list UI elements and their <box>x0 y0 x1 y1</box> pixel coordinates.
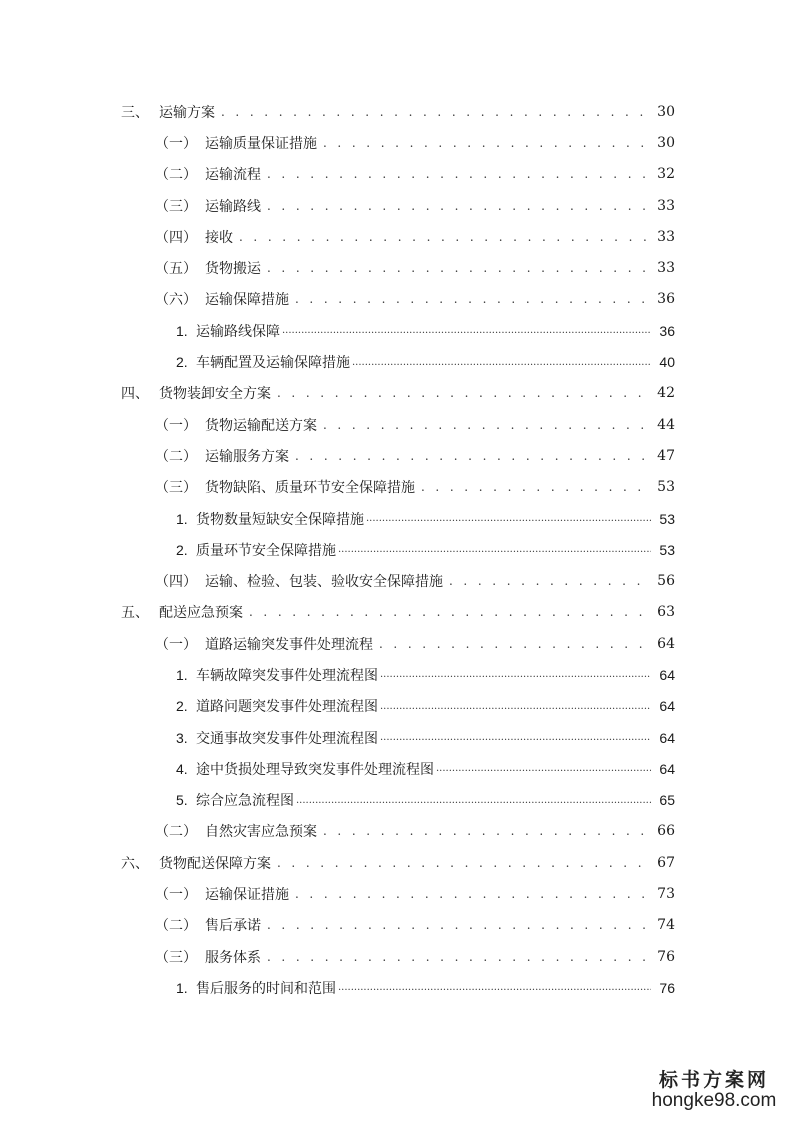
toc-entry-title: 货物搬运 <box>205 261 261 278</box>
toc-entry[interactable] <box>0 941 793 972</box>
toc-entry[interactable] <box>0 252 793 283</box>
toc-entry-page: 64 <box>657 635 675 652</box>
toc-entry-number: （五） <box>155 261 197 278</box>
toc-entry-title: 服务体系 <box>205 949 261 966</box>
toc-entry-title: 货物运输配送方案 <box>205 417 317 434</box>
toc-entry-title: 运输质量保证措施 <box>205 135 317 152</box>
toc-entry-title: 配送应急预案 <box>159 605 243 622</box>
toc-entry[interactable] <box>0 972 793 1003</box>
toc-entry-number: 3. <box>176 729 188 746</box>
toc-entry[interactable] <box>0 346 793 377</box>
toc-entry-number: 4. <box>176 760 188 777</box>
toc-entry-number: （一） <box>155 135 197 152</box>
toc-entry-title: 车辆配置及运输保障措施 <box>196 355 350 372</box>
toc-entry-page: 65 <box>659 792 675 809</box>
toc-entry[interactable] <box>0 409 793 440</box>
toc-entry-title: 运输方案 <box>159 104 215 121</box>
toc-dot-leader <box>323 418 647 432</box>
toc-entry-page: 63 <box>657 604 675 621</box>
toc-dot-leader <box>267 261 647 275</box>
toc-entry-number: （二） <box>155 167 197 184</box>
toc-dot-leader <box>338 544 651 555</box>
toc-entry-number: （三） <box>155 198 197 215</box>
toc-dot-leader <box>267 950 647 964</box>
toc-entry-title: 货物缺陷、质量环节安全保障措施 <box>205 480 415 497</box>
toc-entry-title: 质量环节安全保障措施 <box>196 542 336 559</box>
toc-dot-leader <box>366 513 651 524</box>
toc-entry[interactable] <box>0 910 793 941</box>
toc-entry-number: （二） <box>155 918 197 935</box>
toc-dot-leader <box>267 918 647 932</box>
toc-entry-page: 36 <box>657 291 675 308</box>
toc-entry-number: 5. <box>176 792 188 809</box>
toc-entry-page: 42 <box>657 385 675 402</box>
toc-entry-title: 运输、检验、包装、验收安全保障措施 <box>205 574 443 591</box>
toc-dot-leader <box>239 230 647 244</box>
toc-dot-leader <box>282 325 651 336</box>
toc-entry-page: 33 <box>657 260 675 277</box>
toc-entry-title: 车辆故障突发事件处理流程图 <box>196 667 378 684</box>
toc-entry-number: 六、 <box>121 855 149 872</box>
toc-entry-page: 47 <box>657 447 675 464</box>
toc-entry-page: 30 <box>657 103 675 120</box>
toc-entry-page: 33 <box>657 228 675 245</box>
toc-entry-number: 三、 <box>121 104 149 121</box>
toc-entry[interactable] <box>0 440 793 471</box>
toc-entry-number: 四、 <box>121 386 149 403</box>
toc-entry-number: 1. <box>176 510 188 527</box>
toc-entry-title: 运输保证措施 <box>205 887 289 904</box>
toc-entry-page: 40 <box>659 354 675 371</box>
toc-entry-number: （二） <box>155 824 197 841</box>
toc-entry-page: 53 <box>657 479 675 496</box>
toc-entry-number: 2. <box>176 541 188 558</box>
toc-entry[interactable] <box>0 597 793 628</box>
toc-entry-page: 76 <box>657 948 675 965</box>
toc-entry-page: 74 <box>657 917 675 934</box>
toc-entry-number: 1. <box>176 322 188 339</box>
toc-dot-leader <box>380 732 651 743</box>
toc-entry[interactable] <box>0 691 793 722</box>
toc-dot-leader <box>323 136 647 150</box>
toc-dot-leader <box>338 982 651 993</box>
toc-entry[interactable] <box>0 503 793 534</box>
toc-entry-title: 售后服务的时间和范围 <box>196 980 336 997</box>
toc-entry-number: （一） <box>155 636 197 653</box>
toc-entry-title: 售后承诺 <box>205 918 261 935</box>
toc-entry[interactable] <box>0 785 793 816</box>
toc-entry-page: 67 <box>657 854 675 871</box>
toc-entry-title: 道路运输突发事件处理流程 <box>205 636 373 653</box>
toc-dot-leader <box>295 449 647 463</box>
toc-dot-leader <box>267 199 647 213</box>
toc-entry-number: （三） <box>155 949 197 966</box>
table-of-contents <box>0 96 793 1004</box>
toc-entry-title: 自然灾害应急预案 <box>205 824 317 841</box>
toc-entry[interactable] <box>0 378 793 409</box>
toc-entry-title: 途中货损处理导致突发事件处理流程图 <box>196 761 434 778</box>
toc-entry[interactable] <box>0 753 793 784</box>
toc-dot-leader <box>295 887 647 901</box>
toc-entry[interactable] <box>0 659 793 690</box>
toc-dot-leader <box>277 856 647 870</box>
toc-entry-number: 五、 <box>121 605 149 622</box>
toc-entry-title: 货物配送保障方案 <box>159 855 271 872</box>
toc-entry[interactable] <box>0 722 793 753</box>
toc-dot-leader <box>277 386 647 400</box>
toc-entry-title: 综合应急流程图 <box>196 793 294 810</box>
toc-entry-title: 运输服务方案 <box>205 448 289 465</box>
toc-dot-leader <box>295 292 647 306</box>
toc-entry-page: 76 <box>659 979 675 996</box>
toc-entry[interactable] <box>0 127 793 158</box>
toc-entry-page: 64 <box>659 666 675 683</box>
toc-entry-title: 运输路线 <box>205 198 261 215</box>
toc-entry-page: 53 <box>659 541 675 558</box>
toc-entry-page: 36 <box>659 322 675 339</box>
toc-entry-title: 货物数量短缺安全保障措施 <box>196 511 364 528</box>
watermark-logo <box>649 1065 779 1112</box>
toc-dot-leader <box>379 637 647 651</box>
toc-dot-leader <box>421 480 647 494</box>
toc-entry-page: 73 <box>657 886 675 903</box>
toc-entry[interactable] <box>0 284 793 315</box>
toc-entry-title: 交通事故突发事件处理流程图 <box>196 730 378 747</box>
toc-entry-page: 64 <box>659 729 675 746</box>
toc-entry[interactable] <box>0 565 793 596</box>
toc-entry-number: （四） <box>155 229 197 246</box>
toc-entry-title: 运输保障措施 <box>205 292 289 309</box>
toc-dot-leader <box>449 574 647 588</box>
toc-entry-page: 44 <box>657 416 675 433</box>
watermark-name: 标书方案网 <box>658 1069 769 1091</box>
toc-entry[interactable] <box>0 96 793 127</box>
toc-entry-title: 接收 <box>205 229 233 246</box>
toc-entry-title: 运输路线保障 <box>196 323 280 340</box>
toc-entry-title: 道路问题突发事件处理流程图 <box>196 699 378 716</box>
toc-dot-leader <box>436 763 651 774</box>
toc-entry-page: 30 <box>657 134 675 151</box>
toc-entry-number: 1. <box>176 666 188 683</box>
toc-entry[interactable] <box>0 190 793 221</box>
toc-dot-leader <box>352 357 651 368</box>
toc-entry-title: 运输流程 <box>205 167 261 184</box>
toc-entry-page: 32 <box>657 166 675 183</box>
toc-entry[interactable] <box>0 315 793 346</box>
toc-dot-leader <box>221 105 647 119</box>
toc-entry-number: 1. <box>176 979 188 996</box>
toc-entry-page: 33 <box>657 197 675 214</box>
toc-dot-leader <box>267 167 647 181</box>
toc-dot-leader <box>380 701 651 712</box>
watermark-url: hongke98.com <box>651 1090 777 1111</box>
toc-entry[interactable] <box>0 221 793 252</box>
toc-entry-number: 2. <box>176 698 188 715</box>
toc-entry[interactable] <box>0 472 793 503</box>
toc-entry-page: 64 <box>659 698 675 715</box>
toc-entry-number: （二） <box>155 448 197 465</box>
toc-entry-number: （六） <box>155 292 197 309</box>
toc-entry-page: 53 <box>659 510 675 527</box>
toc-entry-title: 货物装卸安全方案 <box>159 386 271 403</box>
toc-dot-leader <box>249 605 647 619</box>
toc-entry-number: （四） <box>155 574 197 591</box>
toc-entry[interactable] <box>0 159 793 190</box>
toc-entry-number: （三） <box>155 480 197 497</box>
toc-entry-page: 64 <box>659 760 675 777</box>
toc-entry[interactable] <box>0 878 793 909</box>
toc-dot-leader <box>323 824 647 838</box>
toc-entry[interactable] <box>0 628 793 659</box>
toc-entry-page: 66 <box>657 823 675 840</box>
toc-entry-number: （一） <box>155 417 197 434</box>
toc-entry[interactable] <box>0 847 793 878</box>
toc-entry-page: 56 <box>657 573 675 590</box>
toc-entry-number: （一） <box>155 887 197 904</box>
toc-dot-leader <box>296 795 651 806</box>
toc-entry-number: 2. <box>176 354 188 371</box>
toc-entry[interactable] <box>0 816 793 847</box>
toc-entry[interactable] <box>0 534 793 565</box>
toc-dot-leader <box>380 669 651 680</box>
